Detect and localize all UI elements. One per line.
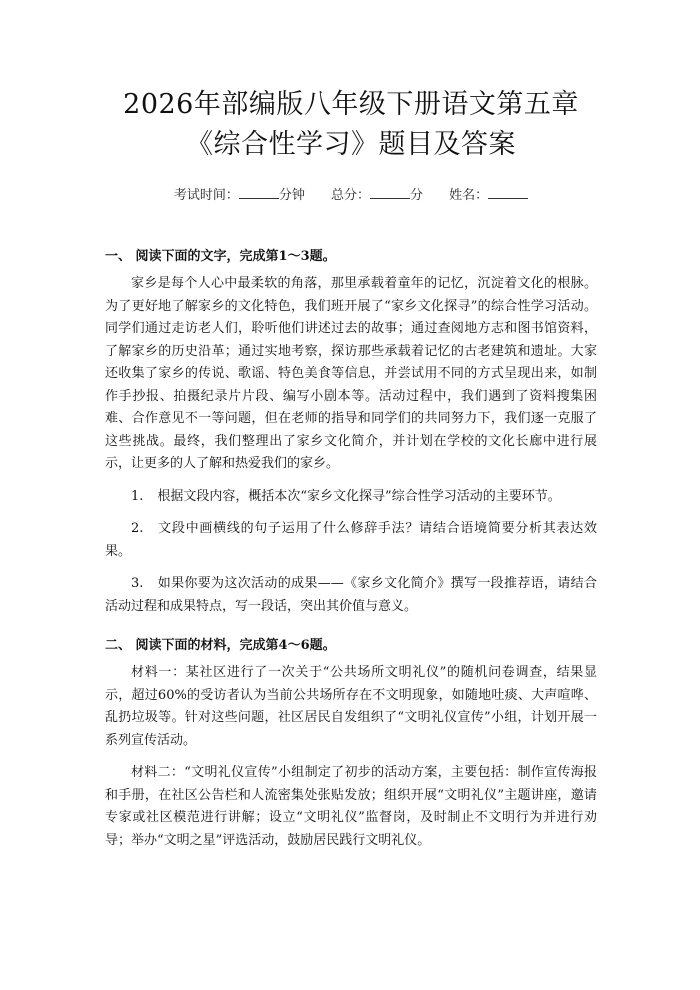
question-1-text: 根据文段内容，概括本次“家乡文化探寻”综合性学习活动的主要环节。 bbox=[157, 488, 561, 504]
student-name-label: 姓名： bbox=[449, 188, 489, 203]
question-1-number: 1. bbox=[131, 488, 144, 504]
section-1-heading: 一、 阅读下面的文字，完成第1～3题。 bbox=[105, 249, 336, 264]
total-score-unit: 分 bbox=[410, 188, 424, 203]
material-2: 材料二：“文明礼仪宣传”小组制定了初步的活动方案，主要包括：制作宣传海报和手册，在社区公告栏和人流密集处张贴发放；组织开展“文明礼仪”主题讲座，邀请专家或社区模范进行讲解；设立“文明礼仪”监督岗，及时制止不文明行为并进行劝导；举办“文明之星”评选活动，鼓励居民践行文明礼仪。 bbox=[105, 765, 597, 848]
student-name-blank bbox=[488, 185, 528, 199]
exam-page bbox=[0, 85, 700, 990]
exam-time-label: 考试时间： bbox=[173, 188, 239, 203]
question-3-text: 如果你要为这次活动的成果——《家乡文化简介》撰写一段推荐语，请结合活动过程和成果特点，写一段话，突出其价值与意义。 bbox=[105, 576, 597, 614]
document-title: 2026年部编版八年级下册语文第五章《综合性学习》题目及答案 bbox=[123, 89, 579, 160]
question-3 bbox=[105, 573, 597, 618]
question-2 bbox=[105, 518, 597, 563]
question-2-number: 2. bbox=[131, 521, 144, 536]
exam-meta-line bbox=[105, 185, 597, 206]
question-1 bbox=[105, 486, 597, 509]
question-2-text: 文段中画横线的句子运用了什么修辞手法？请结合语境简要分析其表达效果。 bbox=[105, 521, 597, 559]
exam-time-field bbox=[174, 188, 309, 203]
section-2-heading: 二、 阅读下面的材料，完成第4～6题。 bbox=[105, 638, 336, 653]
question-3-number: 3. bbox=[131, 576, 144, 591]
student-name-field bbox=[449, 188, 528, 203]
section-1-passage: 家乡是每个人心中最柔软的角落，那里承载着童年的记忆，沉淀着文化的根脉。为了更好地了解家乡的文化特色，我们班开展了“家乡文化探寻”的综合性学习活动。同学们通过走访老人们，聆听他们讲述过去的故事；通过查阅地方志和图书馆资料，了解家乡的历史沿革；通过实地考察，探访那些承载着记忆的古老建筑和遗址。大家还收集了家乡的传说、歌谣、特色美食等信息，并尝试用不同的方式呈现出来，如制作手抄报、拍摄纪录片片段、编写小剧本等。活动过程中，我们遇到了资料搜集困难、合作意见不一等问题，但在老师的指导和同学们的共同努力下，我们逐一克服了这些挑战。最终，我们整理出了家乡文化简介，并计划在学校的文化长廊中进行展示，让更多的人了解和热爱我们的家乡。 bbox=[105, 276, 597, 471]
total-score-label: 总分： bbox=[330, 188, 370, 203]
total-score-field bbox=[331, 188, 427, 203]
exam-time-blank bbox=[239, 185, 279, 199]
material-1: 材料一：某社区进行了一次关于“公共场所文明礼仪”的随机问卷调查，结果显示，超过60%的受访者认为当前公共场所存在不文明现象，如随地吐痰、大声喧哗、乱扔垃圾等。针对这些问题，社区居民自发组织了“文明礼仪宣传”小组，计划开展一系列宣传活动。 bbox=[105, 665, 597, 748]
exam-time-unit: 分钟 bbox=[278, 188, 305, 203]
total-score-blank bbox=[370, 185, 410, 199]
